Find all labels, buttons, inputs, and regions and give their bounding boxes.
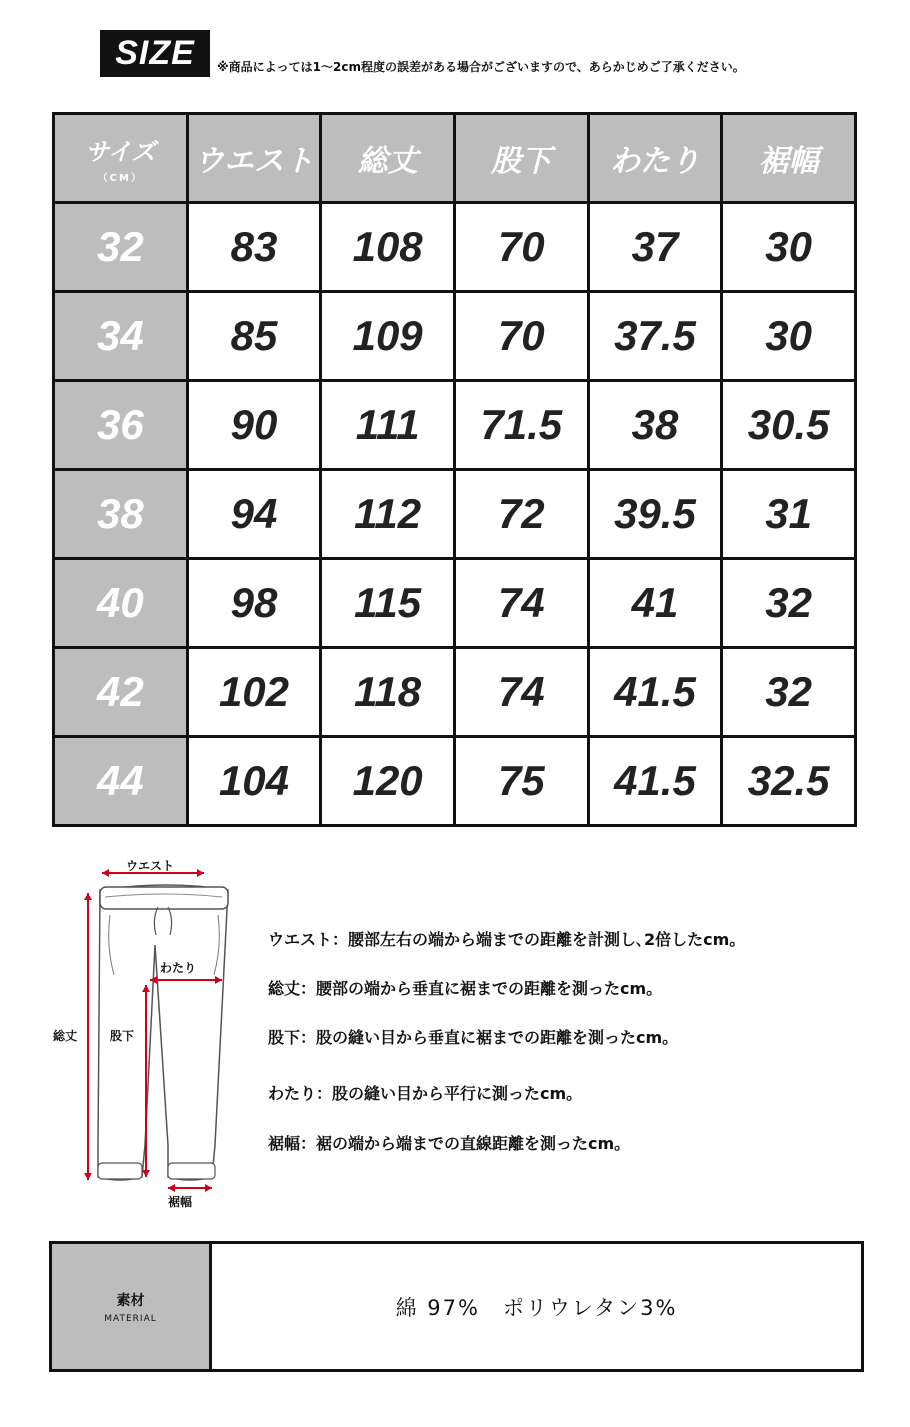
column-header: ウエスト (187, 114, 321, 203)
diagram-label-length: 総丈 (53, 1029, 78, 1043)
measurement-cell: 38 (588, 381, 722, 470)
table-row (54, 381, 856, 470)
material-label-sub: MATERIAL (104, 1313, 157, 1324)
measurement-cell: 71.5 (454, 381, 588, 470)
measurement-cell: 75 (454, 737, 588, 826)
description-length: 総丈：腰部の端から垂直に裾までの距離を測ったcm。 (268, 979, 663, 998)
measurement-cell: 32 (722, 648, 856, 737)
measurement-cell: 41.5 (588, 737, 722, 826)
table-row (54, 292, 856, 381)
diagram-label-watari: わたり (160, 961, 197, 975)
description-hem: 裾幅：裾の端から端までの直線距離を測ったcm。 (268, 1134, 631, 1153)
size-cell: 44 (54, 737, 188, 826)
size-header-label: サイズ (85, 138, 156, 166)
column-header: 裾幅 (722, 114, 856, 203)
measurement-cell: 70 (454, 203, 588, 292)
measurement-cell: 70 (454, 292, 588, 381)
diagram-label-hem: 裾幅 (168, 1195, 193, 1209)
column-header-size (54, 114, 188, 203)
size-cell: 34 (54, 292, 188, 381)
measurement-cell: 72 (454, 470, 588, 559)
measurement-cell: 41.5 (588, 648, 722, 737)
material-box (49, 1241, 864, 1372)
measurement-cell: 98 (187, 559, 321, 648)
measurement-cell: 118 (321, 648, 455, 737)
column-header: 股下 (454, 114, 588, 203)
size-cell: 40 (54, 559, 188, 648)
measurement-cell: 83 (187, 203, 321, 292)
measurement-cell: 30 (722, 203, 856, 292)
measurement-cell: 94 (187, 470, 321, 559)
measurement-cell: 90 (187, 381, 321, 470)
size-note: ※商品によっては1〜2cm程度の誤差がある場合がございますので、あらかじめご了承ください。 (217, 60, 745, 74)
diagram-label-waist: ウエスト (126, 859, 175, 873)
description-waist: ウエスト：腰部左右の端から端までの距離を計測し､2倍したcm。 (268, 930, 746, 949)
measurement-cell: 109 (321, 292, 455, 381)
measurement-cell: 37.5 (588, 292, 722, 381)
measurement-cell: 30.5 (722, 381, 856, 470)
measurement-cell: 74 (454, 559, 588, 648)
size-cell: 36 (54, 381, 188, 470)
description-watari: わたり：股の縫い目から平行に測ったcm。 (268, 1084, 583, 1103)
measurement-cell: 31 (722, 470, 856, 559)
measurement-cell: 30 (722, 292, 856, 381)
measurement-cell: 41 (588, 559, 722, 648)
description-inseam: 股下：股の縫い目から垂直に裾までの距離を測ったcm。 (268, 1028, 679, 1047)
size-table (52, 112, 857, 827)
measurement-cell: 111 (321, 381, 455, 470)
size-cell: 32 (54, 203, 188, 292)
measurement-cell: 39.5 (588, 470, 722, 559)
table-row (54, 648, 856, 737)
table-row (54, 737, 856, 826)
size-cell: 42 (54, 648, 188, 737)
size-unit-label: （CM） (97, 173, 143, 184)
diagram-label-inseam: 股下 (110, 1029, 135, 1043)
size-badge: SIZE (100, 30, 210, 77)
measurement-cell: 74 (454, 648, 588, 737)
measurement-cell: 120 (321, 737, 455, 826)
pants-illustration (50, 855, 250, 1215)
size-cell: 38 (54, 470, 188, 559)
column-header: わたり (588, 114, 722, 203)
column-header: 総丈 (321, 114, 455, 203)
table-row (54, 203, 856, 292)
measurement-cell: 32.5 (722, 737, 856, 826)
measurement-cell: 104 (187, 737, 321, 826)
table-row (54, 559, 856, 648)
measurement-cell: 85 (187, 292, 321, 381)
measurement-cell: 112 (321, 470, 455, 559)
measurement-cell: 32 (722, 559, 856, 648)
pants-diagram (50, 855, 250, 1215)
measurement-cell: 102 (187, 648, 321, 737)
measurement-cell: 108 (321, 203, 455, 292)
measurement-cell: 115 (321, 559, 455, 648)
material-label-cell (52, 1244, 212, 1369)
table-header-row (54, 114, 856, 203)
material-value: 綿 97% ポリウレタン3% (395, 1295, 678, 1320)
material-label: 素材 (116, 1292, 145, 1309)
measurement-cell: 37 (588, 203, 722, 292)
table-row (54, 470, 856, 559)
